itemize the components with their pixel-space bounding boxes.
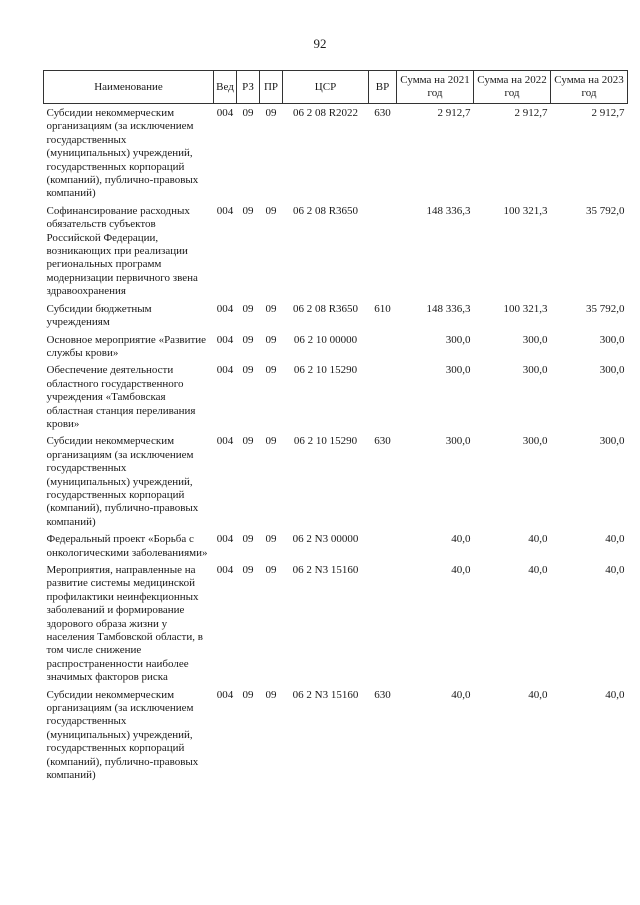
- cell-sum-2021: 148 336,3: [426, 302, 471, 315]
- cell-csr: 06 2 08 R3650: [292, 204, 359, 217]
- cell-ved: 004: [216, 533, 234, 546]
- cell-name: Субсидии бюджетным учреждениям: [46, 302, 152, 329]
- cell-sum-2022: 100 321,3: [503, 204, 548, 217]
- cell-pr: 09: [265, 107, 277, 119]
- cell-csr: 06 2 N3 15160: [292, 564, 359, 576]
- cell-csr: 06 2 08 R2022: [292, 107, 359, 119]
- table-body: [44, 104, 628, 784]
- cell-ved: 004: [216, 107, 234, 119]
- table-row: [44, 331, 628, 362]
- cell-vr: [369, 530, 397, 561]
- cell-rz: 09: [242, 435, 254, 448]
- cell-rz: 09: [242, 564, 254, 576]
- cell-ved: 004: [216, 204, 234, 217]
- cell-sum-2021: 40,0: [451, 564, 471, 576]
- cell-sum-2023: 300,0: [599, 333, 625, 346]
- col-header-csr: ЦСР: [283, 71, 369, 104]
- cell-pr: 09: [265, 564, 277, 576]
- cell-vr: 630: [374, 107, 391, 119]
- cell-rz: 09: [242, 333, 254, 346]
- table-row: [44, 300, 628, 331]
- cell-sum-2023: 40,0: [605, 564, 625, 576]
- cell-rz: 09: [242, 107, 254, 119]
- cell-pr: 09: [265, 364, 277, 377]
- cell-sum-2021: 300,0: [445, 364, 471, 377]
- cell-csr: 06 2 N3 15160: [292, 688, 359, 701]
- cell-sum-2023: 35 792,0: [586, 204, 625, 217]
- cell-vr: [369, 331, 397, 362]
- cell-sum-2021: 300,0: [445, 435, 471, 448]
- cell-ved: 004: [216, 364, 234, 377]
- cell-name: Софинансирование расходных обязательств субъектов Российской Федерации, возникающих при реализации региональных программ модернизации первичного звена здравоохранения: [46, 204, 198, 298]
- table-row: [44, 432, 628, 530]
- cell-sum-2022: 300,0: [522, 333, 548, 346]
- cell-rz: 09: [242, 302, 254, 315]
- table-row: [44, 686, 628, 784]
- cell-sum-2021: 40,0: [451, 688, 471, 701]
- cell-pr: 09: [265, 688, 277, 701]
- cell-rz: 09: [242, 204, 254, 217]
- cell-pr: 09: [265, 302, 277, 315]
- cell-pr: 09: [265, 333, 277, 346]
- cell-sum-2023: 2 912,7: [591, 107, 625, 119]
- cell-name: Субсидии некоммерческим организациям (за исключением государственных (муниципальных) учреждений, государственных корпораций (компаний), публично-правовых компаний): [46, 435, 199, 528]
- cell-sum-2023: 40,0: [605, 533, 625, 546]
- cell-sum-2021: 2 912,7: [437, 107, 471, 119]
- cell-ved: 004: [216, 688, 234, 701]
- cell-sum-2022: 300,0: [522, 435, 548, 448]
- cell-vr: 630: [374, 435, 391, 448]
- cell-name: Обеспечение деятельности областного государственного учреждения «Тамбовская областная станция переливания крови»: [46, 364, 196, 430]
- cell-pr: 09: [265, 435, 277, 448]
- cell-name: Основное мероприятие «Развитие службы крови»: [46, 333, 207, 359]
- cell-vr: [369, 202, 397, 300]
- cell-sum-2023: 35 792,0: [586, 302, 625, 315]
- col-header-sum-2021: Сумма на 2021 год: [397, 71, 474, 104]
- cell-name: Субсидии некоммерческим организациям (за исключением государственных (муниципальных) учреждений, государственных корпораций (компаний), публично-правовых компаний): [46, 107, 199, 200]
- table-row: [44, 361, 628, 432]
- cell-csr: 06 2 10 00000: [293, 333, 358, 346]
- cell-ved: 004: [216, 435, 234, 448]
- cell-vr: 610: [374, 302, 391, 315]
- cell-sum-2021: 148 336,3: [426, 204, 471, 217]
- col-header-vr: ВР: [369, 71, 397, 104]
- cell-sum-2023: 300,0: [599, 435, 625, 448]
- col-header-rz: РЗ: [237, 71, 260, 104]
- cell-csr: 06 2 N3 00000: [292, 533, 359, 546]
- cell-vr: [369, 361, 397, 432]
- cell-rz: 09: [242, 688, 254, 701]
- cell-sum-2022: 40,0: [528, 688, 548, 701]
- budget-table: [43, 70, 628, 784]
- cell-rz: 09: [242, 364, 254, 377]
- table-row: [44, 202, 628, 300]
- table-row: [44, 561, 628, 686]
- cell-pr: 09: [265, 204, 277, 217]
- cell-sum-2022: 40,0: [528, 533, 548, 546]
- cell-csr: 06 2 10 15290: [293, 364, 358, 377]
- cell-sum-2022: 2 912,7: [514, 107, 548, 119]
- cell-name: Мероприятия, направленные на развитие системы медицинской профилактики неинфекционных заболеваний и формирование здорового образа жизни у населения Тамбовской области, в том числе снижение распространенности наиболее значимых факторов риска: [46, 564, 203, 684]
- col-header-pr: ПР: [260, 71, 283, 104]
- col-header-sum-2022: Сумма на 2022 год: [474, 71, 551, 104]
- cell-csr: 06 2 10 15290: [293, 435, 358, 448]
- col-header-sum-2023: Сумма на 2023 год: [551, 71, 628, 104]
- cell-rz: 09: [242, 533, 254, 546]
- cell-sum-2023: 40,0: [605, 688, 625, 701]
- cell-sum-2022: 100 321,3: [503, 302, 548, 315]
- table-row: [44, 530, 628, 561]
- cell-ved: 004: [216, 564, 234, 576]
- cell-sum-2022: 40,0: [528, 564, 548, 576]
- cell-sum-2023: 300,0: [599, 364, 625, 377]
- cell-vr: [369, 561, 397, 686]
- table-header-row: [44, 71, 628, 104]
- col-header-name: Наименование: [44, 71, 214, 104]
- cell-sum-2021: 40,0: [451, 533, 471, 546]
- page-number: 92: [313, 36, 327, 51]
- cell-ved: 004: [216, 333, 234, 346]
- col-header-ved: Вед: [214, 71, 237, 104]
- cell-vr: 630: [374, 688, 391, 701]
- cell-name: Федеральный проект «Борьба с онкологическими заболеваниями»: [46, 533, 208, 559]
- cell-name: Субсидии некоммерческим организациям (за исключением государственных (муниципальных) учреждений, государственных корпораций (компаний), публично-правовых компаний): [46, 688, 199, 782]
- table-row: [44, 104, 628, 202]
- cell-ved: 004: [216, 302, 234, 315]
- cell-sum-2021: 300,0: [445, 333, 471, 346]
- cell-sum-2022: 300,0: [522, 364, 548, 377]
- cell-csr: 06 2 08 R3650: [292, 302, 359, 315]
- cell-pr: 09: [265, 533, 277, 546]
